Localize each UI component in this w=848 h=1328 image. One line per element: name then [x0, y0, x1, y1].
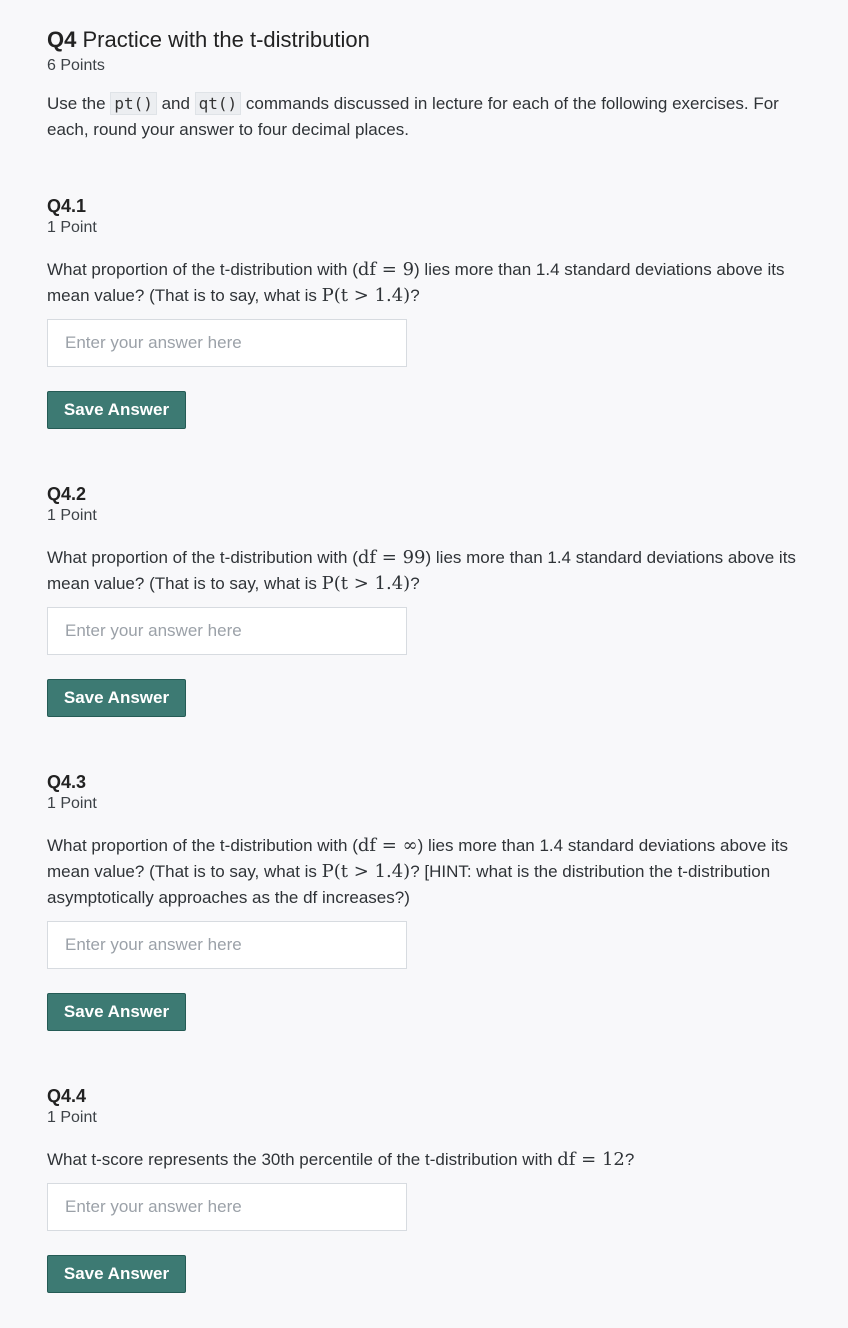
intro-text-after: commands discussed in lecture for each of the following exercises. For each, round your answer to four decimal places. — [47, 94, 779, 139]
prompt-text: ? — [410, 286, 420, 305]
subquestion-prompt — [47, 1147, 807, 1173]
prompt-text: What proportion of the t-distribution with ( — [47, 836, 358, 855]
question-title — [47, 27, 370, 53]
subquestion-points: 1 Point — [47, 219, 97, 236]
subquestion-points: 1 Point — [47, 1109, 97, 1126]
save-answer-button[interactable]: Save Answer — [47, 1255, 186, 1293]
question-number: Q4 — [47, 27, 77, 52]
prompt-text: ? — [410, 574, 420, 593]
question-points: 6 Points — [47, 57, 105, 74]
save-answer-button[interactable]: Save Answer — [47, 993, 186, 1031]
math-df: df = 12 — [557, 1149, 625, 1170]
math-df: df = 9 — [357, 259, 415, 280]
answer-input[interactable] — [47, 921, 407, 969]
subquestion-number: Q4.3 — [47, 772, 87, 792]
subquestion-number: Q4.4 — [47, 1086, 87, 1106]
math-probability: P(t > 1.4) — [321, 861, 411, 882]
prompt-text: ) lies more than 1.4 standard deviations above its mean value? (That is to say, what is — [47, 836, 789, 881]
code-qt: qt() — [195, 92, 242, 115]
subquestion-prompt — [47, 257, 807, 309]
subquestion-prompt — [47, 833, 807, 911]
subquestion-number: Q4.1 — [47, 196, 87, 216]
save-answer-button[interactable]: Save Answer — [47, 679, 186, 717]
prompt-text: What proportion of the t-distribution with ( — [47, 548, 358, 567]
subquestion-points: 1 Point — [47, 507, 97, 524]
answer-input[interactable] — [47, 319, 407, 367]
subquestion-q4-1 — [47, 196, 807, 429]
intro-text-before: Use the — [47, 94, 111, 113]
math-df: df = ∞ — [357, 835, 418, 856]
prompt-text: What t-score represents the 30th percentile of the t-distribution with — [47, 1150, 558, 1169]
prompt-text: ? — [624, 1150, 635, 1169]
math-probability: P(t > 1.4) — [321, 573, 411, 594]
subquestion-q4-2 — [47, 484, 807, 717]
code-pt: pt() — [110, 92, 157, 115]
answer-input[interactable] — [47, 1183, 407, 1231]
subquestion-points: 1 Point — [47, 795, 97, 812]
subquestion-q4-4 — [47, 1086, 807, 1293]
subquestion-q4-3 — [47, 772, 807, 1031]
math-probability: P(t > 1.4) — [321, 285, 411, 306]
subquestion-prompt — [47, 545, 807, 597]
answer-input[interactable] — [47, 607, 407, 655]
subquestion-number: Q4.2 — [47, 484, 87, 504]
save-answer-button[interactable]: Save Answer — [47, 391, 186, 429]
question-title-text: Practice with the t-distribution — [82, 27, 370, 52]
question-intro — [47, 91, 807, 143]
prompt-text: ) lies more than 1.4 standard deviations above its mean value? (That is to say, what is — [47, 260, 785, 305]
intro-text-middle: and — [156, 94, 195, 113]
prompt-text: ) lies more than 1.4 standard deviations above its mean value? (That is to say, what is — [47, 548, 796, 593]
math-df: df = 99 — [357, 547, 426, 568]
prompt-text: What proportion of the t-distribution with ( — [47, 260, 358, 279]
prompt-text: ? [HINT: what is the distribution the t-distribution asymptotically approaches as the df increases?) — [47, 862, 771, 907]
